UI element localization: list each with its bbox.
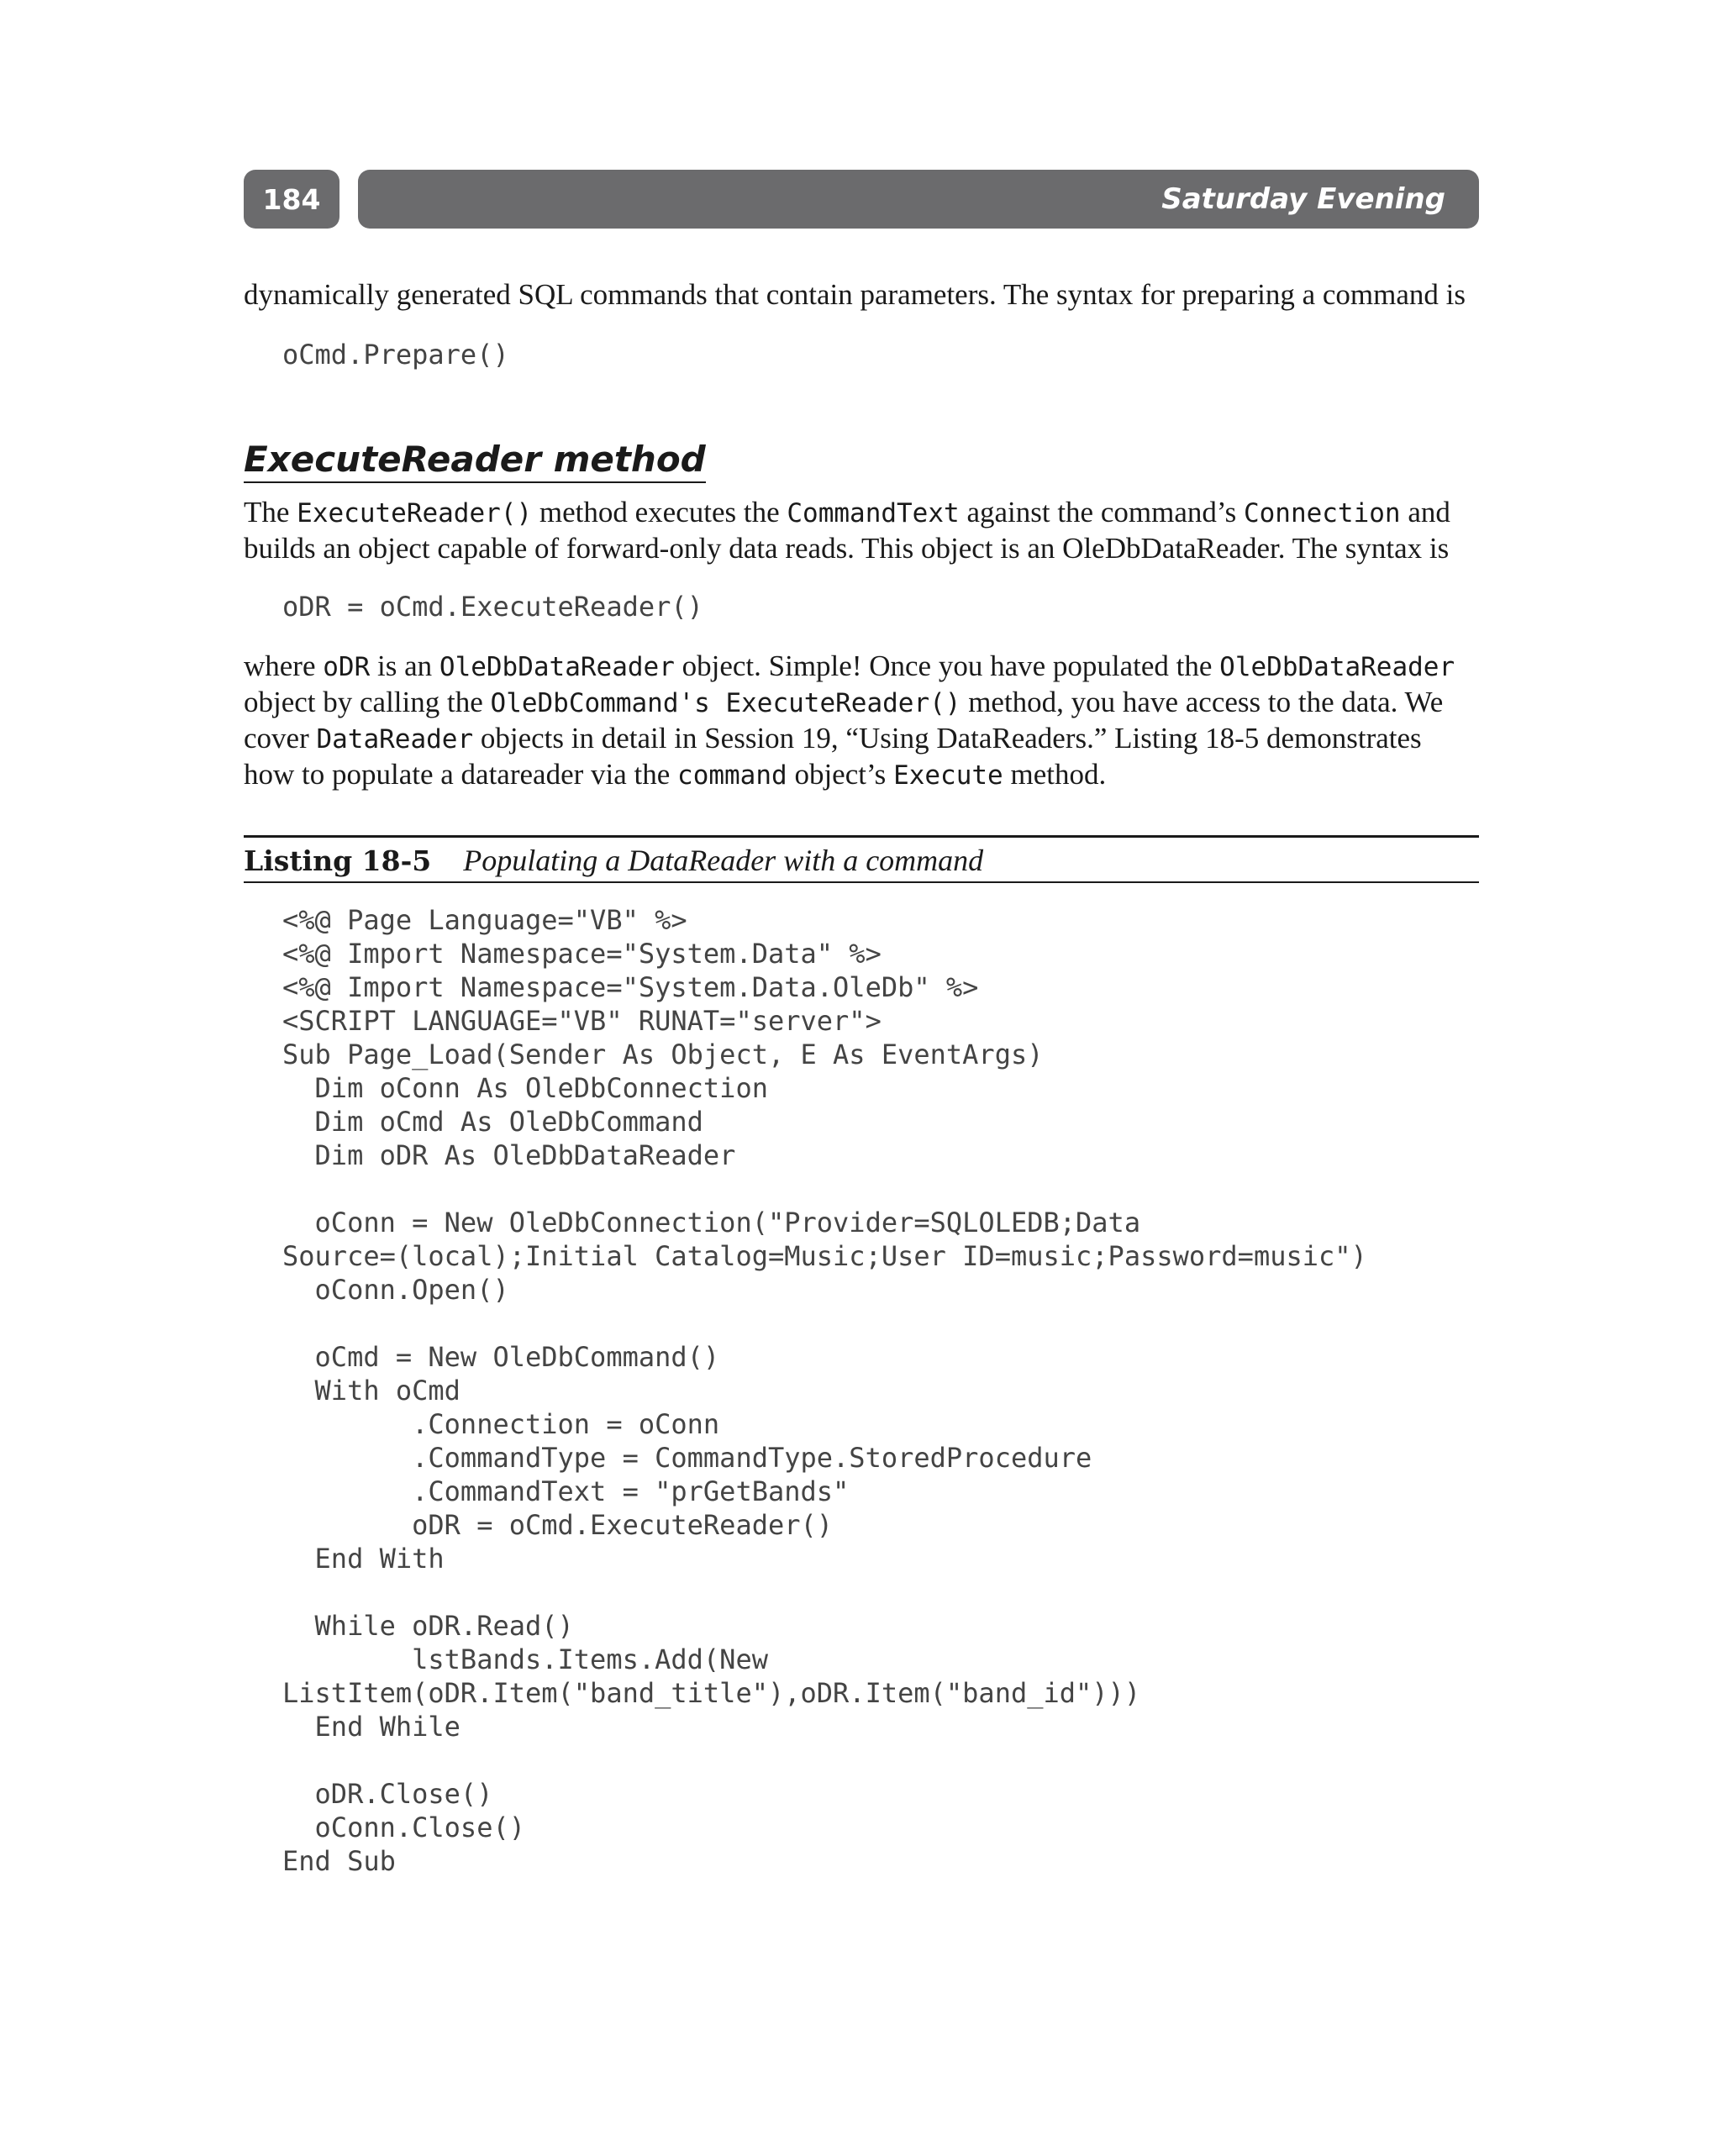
text-run: The <box>244 496 297 528</box>
inline-code: OleDbDataReader <box>439 652 675 682</box>
prepare-code: oCmd.Prepare() <box>282 339 509 371</box>
section-title: Saturday Evening <box>358 170 1479 229</box>
inline-code: OleDbDataReader <box>1219 652 1455 682</box>
text-run: is an <box>370 649 439 682</box>
text-run: against the command’s <box>959 496 1244 528</box>
page-number: 184 <box>244 170 339 229</box>
inline-code: oDR <box>323 652 371 682</box>
inline-code: Connection <box>1243 498 1401 528</box>
datareader-paragraph <box>244 649 1479 793</box>
text-run: objects in detail in Session 19, “Using DataReaders.” Listing 18-5 demonstrates how to populate a datareader via the <box>244 722 1422 791</box>
text-run: and builds an object capable of forward-only data reads. This object is an OleDbDataReader. The syntax is <box>244 496 1450 565</box>
listing-title: Populating a DataReader with a command <box>463 844 984 877</box>
running-header <box>244 170 1479 229</box>
inline-code: CommandText <box>787 498 960 528</box>
text-run: object’s <box>787 758 894 791</box>
text-run: object by calling the <box>244 686 491 718</box>
inline-code: ExecuteReader() <box>297 498 533 528</box>
execute-reader-code: oDR = oCmd.ExecuteReader() <box>282 591 703 623</box>
listing-number: Listing 18-5 <box>244 844 432 877</box>
section-heading: ExecuteReader method <box>244 439 706 483</box>
section-heading-wrap <box>244 439 1479 483</box>
listing-code: <%@ Page Language="VB" %> <%@ Import Namespace="System.Data" %> <%@ Import Namespace="System.Data.OleDb" %> <SCRIPT LANGUAGE="VB" RUNAT="server"> Sub Page_Load(Sender As Object, E As EventArgs) Dim oConn As OleDbConnection Dim oCmd As OleDbCommand Dim oDR As OleDbDataReader oConn = New OleDbConnection("Provider=SQLOLEDB;Data Source=(local);Initial Catalog=Music;User ID=music;Password=music") oConn.Open() oCmd = New OleDbCommand() With oCmd .Connection = oConn .CommandType = CommandType.StoredProcedure .CommandText = "prGetBands" oDR = oCmd.ExecuteReader() End With While oDR.Read() lstBands.Items.Add(New ListItem(oDR.Item("band_title"),oDR.Item("band_id"))) End While oDR.Close() oConn.Close() End Sub <box>282 904 1367 1877</box>
text-run: where <box>244 649 324 682</box>
text-run: method executes the <box>532 496 787 528</box>
inline-code: command <box>677 760 787 791</box>
inline-code: Execute <box>893 760 1003 791</box>
listing-header <box>244 835 1479 883</box>
intro-paragraph: dynamically generated SQL commands that contain parameters. The syntax for preparing a command is <box>244 278 1466 311</box>
inline-code: OleDbCommand's ExecuteReader() <box>490 688 961 718</box>
inline-code: DataReader <box>316 724 474 755</box>
page-content <box>244 277 1479 1878</box>
execute-reader-paragraph <box>244 495 1479 566</box>
text-run: object. Simple! Once you have populated the <box>674 649 1220 682</box>
text-run: method, you have access to the data. We cover <box>244 686 1444 755</box>
text-run: method. <box>1003 758 1107 791</box>
